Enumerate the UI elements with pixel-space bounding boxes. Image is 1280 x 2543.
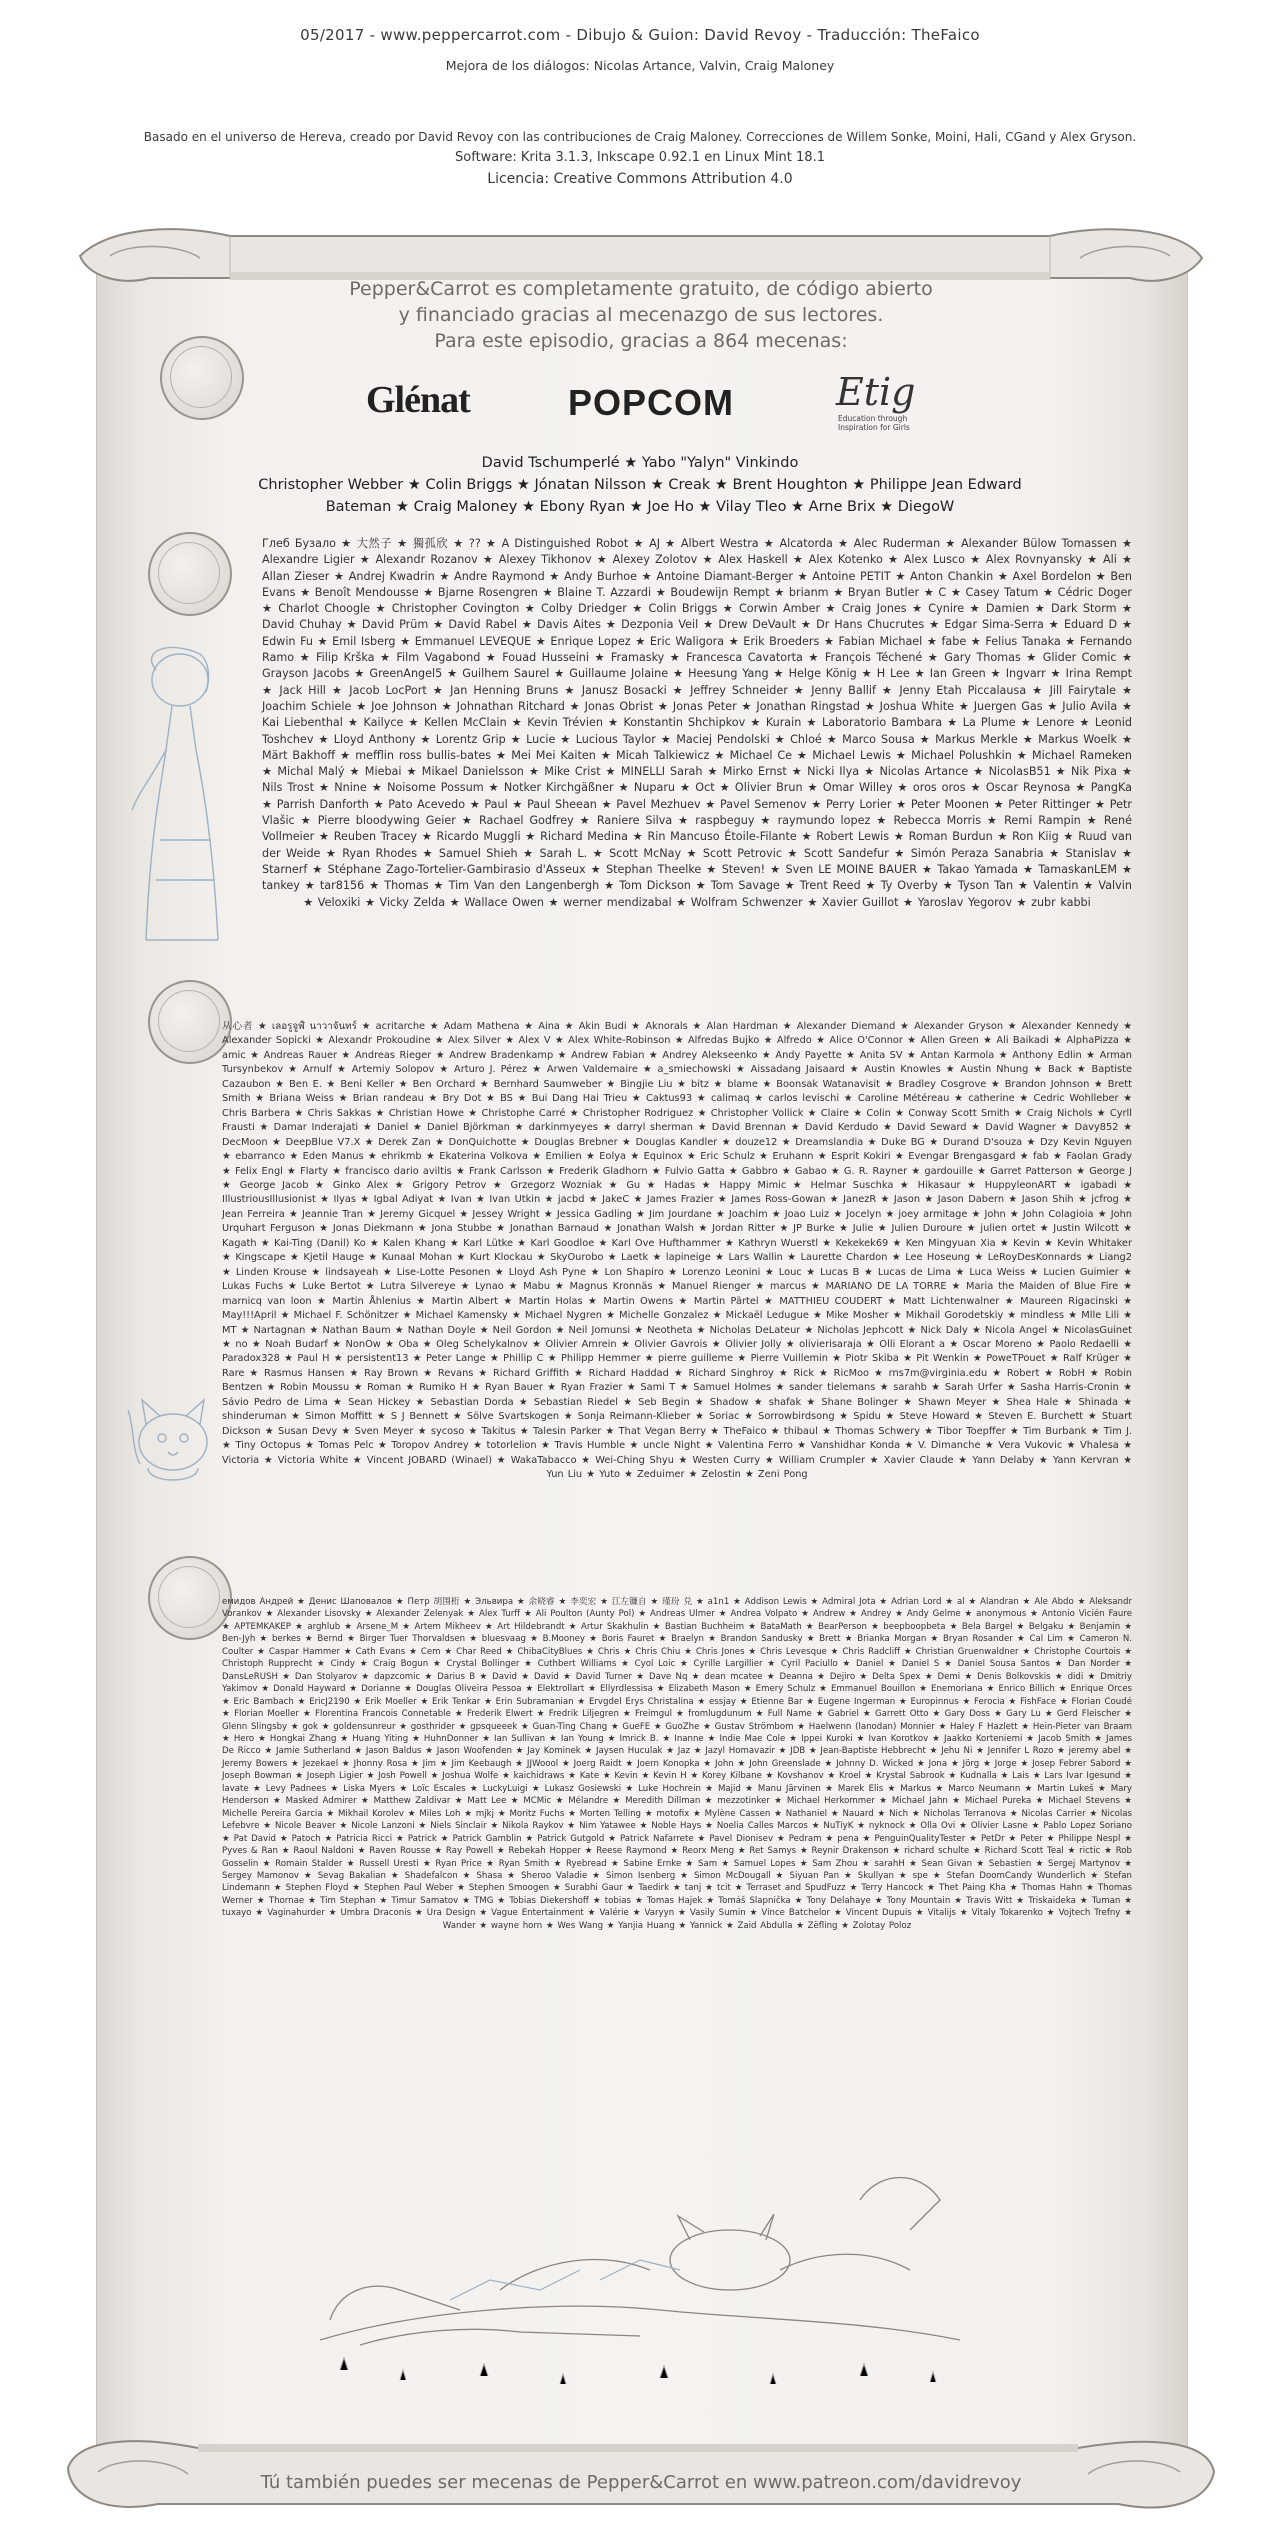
sleeping-pepper-carrot-illustration (300, 2140, 980, 2400)
tier-2-medallion-portrait (148, 532, 232, 616)
credits-line-4: Software: Krita 3.1.3, Inkscape 0.92.1 en Linux Mint 18.1 (455, 150, 825, 165)
credits-line-5: Licencia: Creative Commons Attribution 4.0 (487, 171, 793, 187)
patreon-call-to-action: Tú también puedes ser mecenas de Pepper&Carrot en www.patreon.com/davidrevoy (260, 2472, 1022, 2493)
intro-line-2: y financiado gracias al mecenazgo de sus lectores. (398, 304, 884, 326)
etig-logo (836, 370, 976, 440)
pepper-sketch-illustration (110, 640, 230, 970)
top-patrons (180, 452, 1100, 518)
tier-1-medallion-portrait (160, 336, 244, 420)
carrot-cat-sketch-illustration (118, 1380, 228, 1500)
credits-line-1: 05/2017 - www.peppercarrot.com - Dibujo & Guion: David Revoy - Traducción: TheFaico (300, 26, 980, 44)
patrons-tier-4-list: емидов Андрей ★ Денис Шаповалов ★ Петр 胡围桁 ★ Эльвира ★ 余晓睿 ★ 李奕宏 ★ 江左镰自 ★ 瑾玢 兑 ★ a1n1 ★ Addison Lewis ★ Admiral Jota ★ Adrian Lord ★ al ★ Alandran ★ Ale Abdo ★ Aleksandr Vorankov ★ Alexander Lisovsky ★ Alexander Zelenyak ★ Alex Turff ★ Ali Poulton (Aunty Pol) ★ Andreas Ulmer ★ Andrea Volpato ★ Andrew ★ Andrey ★ Andy Gelme ★ anonymous ★ Antonio Vicién Faure ★ APTEMKAKEP ★ arghlub ★ Arsene_M ★ Artem Mikheev ★ Art Hildebrandt ★ Artur Skakhulin ★ Bastian Buchheim ★ BataMath ★ BearPerson ★ beepboopbeta ★ Bela Bargel ★ Belgaku ★ Benjamin ★ Ben-Jyh ★ berkes ★ Bernd ★ Birger Tuer Thorvaldsen ★ bluesvaag ★ B.Mooney ★ Boris Fauret ★ Braelyn ★ Brandon Sandusky ★ Brett ★ Brianka Morgan ★ Bryan Rosander ★ Cal Lim ★ Cameron N. Coulter ★ Caspar Hammer ★ Cath Evans ★ Cem ★ Char Reed ★ ChibaCityBlues ★ Chris ★ Chris Chiu ★ Chris Jones ★ Chris Levesque ★ Chris Radcliff ★ Christian Gruenwaldner ★ Christophe Courtois ★ Christoph Rupprecht ★ Cindy ★ Craig Bogun ★ Crystal Bollinger ★ Cuthbert Williams ★ Cyol Loic ★ Cyrille Largillier ★ Cyril Paciullo ★ Daniel ★ Daniel S ★ Daniel Sousa Santos ★ Dan Norder ★ DansLeRUSH ★ Dan Stolyarov ★ dapzcomic ★ Darius B ★ David ★ David ★ David Turner ★ Dave Nq ★ dean mcatee ★ Deanna ★ Dejiro ★ Delta Spex ★ Demi ★ Denis Bolkovskis ★ didi ★ Dmitriy Yakimov ★ Donald Hayward ★ Dorianne ★ Douglas Oliveira Pessoa ★ Elektrollart ★ Ellyrdlessisa ★ Elizabeth Mason ★ Emery Schulz ★ Emmanuel Bouillon ★ Enemoriana ★ Enrico Billich ★ Enrique Orces ★ Eric Bambach ★ EricJ2190 ★ Erik Moeller ★ Erik Tenkar ★ Erin Subramanian ★ Ervgdel Erys Christalina ★ essjay ★ Etienne Bar ★ Eugene Ingerman ★ Europinnus ★ Ferocia ★ FishFace ★ Florian Coudé ★ Florian Moeller ★ Florentina Francois Connetable ★ Frederik Elwert ★ Fredrik Liljegren ★ Freimgul ★ fromlugdunum ★ Full Name ★ Gabriel ★ Garrett Otto ★ Gary Doss ★ Gary Lu ★ Gerd Fleischer ★ Glenn Slingsby ★ gok ★ goldensunreur ★ gosthrider ★ gpsqueeek ★ Guan-Ting Chang ★ GueFE ★ GuoZhe ★ Gustav Strömbom ★ Haelwenn (lanodan) Monnier ★ Haley F Hazlett ★ Hein-Pieter van Braam ★ Hero ★ Hongkai Zhang ★ Huang Yiting ★ HuhnDonner ★ Ian Sullivan ★ Ian Young ★ Imrick B. ★ Inanne ★ Indie Mae Cole ★ Ippei Kuroki ★ Ivan Korotkov ★ Jaakko Korteniemi ★ Jacob Smith ★ James De Ricco ★ Jamie Sutherland ★ Jason Baldus ★ Jason Woofenden ★ Jay Kominek ★ Jaysen Huculak ★ Jaz ★ Jazyl Homavazir ★ JDB ★ Jean-Baptiste Hebbrecht ★ Jehu Ni ★ Jennifer L Rozo ★ jeremy abel ★ Jeremy Bowers ★ Jezekael ★ Jhonny Rosa ★ Jim ★ Jim Keebaugh ★ JJWoool ★ Joerg Raidt ★ Joern Konopka ★ John ★ John Greenslade ★ Johnny D. Wicked ★ Jona ★ Jörg ★ Jorge ★ Josep Febrer Sabord ★ Joseph Bowman ★ Joseph Ligier ★ Josh Powell ★ Joshua Wolfe ★ kaichidraws ★ Kate ★ Kevin ★ Kevin H ★ Korey Kilbane ★ Kovshanov ★ Kroel ★ Krystal Sabrook ★ Kudnalla ★ Lais ★ Lars Ivar Igesund ★ lavate ★ Levy Padnees ★ Liska Myers ★ Loïc Escales ★ LuckyLuigi ★ Lukasz Gosiewski ★ Luke Hochrein ★ Majid ★ Manu Järvinen ★ Marek Elis ★ Markus ★ Marco Neumann ★ Martin Lukeš ★ Mary Henderson ★ Masked Admirer ★ Matthew Zaldivar ★ Matt Lee ★ MCMic ★ Mélandre ★ Meredith Dillman ★ mezzotinker ★ Michael Herkommer ★ Michael Jahn ★ Michael Pureka ★ Michael Stevens ★ Michelle Pereira Garcia ★ Mikhail Korolev ★ Miles Loh ★ mjkj ★ Moritz Fuchs ★ Morten Telling ★ motofix ★ Mylène Cassen ★ Nathaniel ★ Nauard ★ Nich ★ Nicholas Terranova ★ Nicolas Carrier ★ Nicolas Lefebvre ★ Nicole Beaver ★ Nicole Lanzoni ★ Niels Sinclair ★ Nikola Raykov ★ Nim Yatawee ★ Noble Hays ★ Noelia Calles Marcos ★ NuTiyK ★ nyknock ★ Olla Ovi ★ Olivier Lasne ★ Pablo Lopez Soriano ★ Pat David ★ Patoch ★ Patricia Ricci ★ Patrick ★ Patrick Gamblin ★ Patrick Gutgold ★ Patrick Nafarrete ★ Pavel Dionisev ★ Pedram ★ pena ★ PenguinQualityTester ★ PetDr ★ Peter ★ Philippe Nespl ★ Pyves & Ran ★ Raoul Naldoni ★ Raven Rousse ★ Ray Powell ★ Rebekah Hopper ★ Reese Raymond ★ Reorx Meng ★ Ret Samys ★ Reynir Drakenson ★ richard schulte ★ Richard Scott Teal ★ rictic ★ Rob Gosselin ★ Romain Stalder ★ Russell Uresti ★ Ryan Price ★ Ryan Smith ★ Ryebread ★ Sabine Ernke ★ Sam ★ Samuel Lopes ★ Sam Zhou ★ sarahH ★ Sean Givan ★ Sebastien ★ Sergej Martynov ★ Sergey Mamonov ★ Sevag Bakalian ★ Shadefalcon ★ Shasa ★ Sheroo Valadie ★ Simon Isenberg ★ Simon McDougall ★ Siyuan Pan ★ Skullyan ★ spe ★ Stefan DoomCandy Wunderlich ★ Stefan Lindemann ★ Stephen Floyd ★ Stephen Paul Weber ★ Stephen Smoogen ★ Surabhi Gaur ★ Taedirk ★ tanj ★ tcit ★ Terraset and SpudFuzz ★ Terry Hancock ★ Thet Paing Kha ★ Thomas Hahn ★ Thomas Werner ★ Thornae ★ Tim Stephan ★ Timur Samatov ★ TMG ★ Tobias Diekershoff ★ tobias ★ Tomas Hajek ★ Tomáš Slapnička ★ Tony Delahaye ★ Tony Mountain ★ Travis Witt ★ Triskaideka ★ Tuman ★ tuxayo ★ Vaginahurder ★ Umbra Draconis ★ Ura Design ★ Vague Entertainment ★ Valérie ★ Varyyn ★ Vasily Sumin ★ Vince Batchelor ★ Vincent Dupuis ★ Vitalijs ★ Vitaly Tokarenko ★ Vojtech Trefny ★ Wander ★ wayne horn ★ Wes Wang ★ Yanjia Huang ★ Yannick ★ Zaid Abdulla ★ Zëfling ★ Zolotay Poloz (222, 1597, 1132, 1931)
glenat-logo: Glénat (366, 379, 470, 421)
top-patrons-line-3: Bateman ★ Craig Maloney ★ Ebony Ryan ★ Joe Ho ★ Vilay Tleo ★ Arne Brix ★ DiegoW (325, 499, 955, 515)
etig-tagline: Education through Inspiration for Girls (838, 414, 910, 432)
patrons-tier-3-list: 从心者 ★ เลอรูจูฬ์ นาวาจันทร์ ★ acritarche ★ Adam Mathena ★ Aina ★ Akin Budi ★ Aknorals ★ Alan Hardman ★ Alexander Diemand ★ Alexander Gryson ★ Alexander Kennedy ★ Alexander Sopicki ★ Alexandr Prokoudine ★ Alex Silver ★ Alex V ★ Alex White-Robinson ★ Alfredas Bujko ★ Alfredo ★ Alice O'Connor ★ Allen Green ★ Ali Baikadi ★ AlphaPizza ★ amic ★ Andreas Rauer ★ Andreas Rieger ★ Andrew Bradenkamp ★ Andrew Fabian ★ Andrey Alekseenko ★ Andy Payette ★ Anita SV ★ Antan Karmola ★ Anthony Edlin ★ Arman Tursynbekov ★ Arnulf ★ Artemiy Solopov ★ Arturo J. Pérez ★ Arwen Valdemaire ★ a_smiechowski ★ Aissadang Jaisaard ★ Austin Knowles ★ Austin Nhung ★ Back ★ Baptiste Cazaubon ★ Ben E. ★ Beni Keller ★ Ben Orchard ★ Bernhard Saumweber ★ Bingjie Liu ★ bitz ★ blame ★ Boonsak Watanavisit ★ Bradley Cosgrove ★ Brandon Johnson ★ Brett Smith ★ Briana Weiss ★ Brian randeau ★ Bry Dot ★ BS ★ Bui Dang Hai Trieu ★ Caktus93 ★ calimaq ★ carlos levischi ★ Caroline Météreau ★ catherine ★ Cedric Wohlleber ★ Chris Barbera ★ Chris Sakkas ★ Christian Howe ★ Christophe Carré ★ Christopher Rodriguez ★ Christopher Vollick ★ Claire ★ Colin ★ Conway Scott Smith ★ Craig Nichols ★ Cyrll Frausti ★ Damar Inderajati ★ Daniel ★ Daniel Björkman ★ darkinmyeyes ★ darryl sherman ★ David Brennan ★ David Kerdudo ★ David Seward ★ David Wagner ★ Davy852 ★ DecMoon ★ DeepBlue V7.X ★ Derek Zan ★ DonQuichotte ★ Douglas Brebner ★ Douglas Kandler ★ douze12 ★ Dreamslandia ★ Duke BG ★ Durand D'souza ★ Dzy Kevin Nguyen ★ ebarranco ★ Eden Manus ★ ehrikmb ★ Ekaterina Volkova ★ Emilien ★ Eolya ★ Equinox ★ Eric Schulz ★ Eruhann ★ Esprit Kokiri ★ Evengar Brengasgard ★ fab ★ Faolan Grady ★ Felix Engl ★ Flarty ★ francisco dario aviltis ★ Frank Carlsson ★ Frederik Gladhorn ★ Fulvio Gatta ★ Gabbro ★ Gabao ★ G. R. Rayner ★ gardouille ★ Garret Patterson ★ George J ★ George Jacob ★ Ginko Alex ★ Grigory Petrov ★ Grzegorz Wozniak ★ Gu ★ Hadas ★ Happy Mimic ★ Helmar Suschka ★ Hikasaur ★ HuppyleonART ★ igabadi ★ IllustriousIllusionist ★ Ilyas ★ Igbal Adiyat ★ Ivan ★ Ivan Utkin ★ jacbd ★ JakeC ★ James Frazier ★ James Ross-Gowan ★ JanezR ★ Jason ★ Jason Dabern ★ Jason Shih ★ jcfrog ★ Jean Ferreira ★ Jeannie Tran ★ Jeremy Gicquel ★ Jessey Wright ★ Jessica Gadling ★ Jim Jourdane ★ Joachim ★ Joao Luiz ★ Jocelyn ★ joey armitage ★ John ★ John Colagioia ★ John Urquhart Ferguson ★ Jonas Diekmann ★ Jona Stubbe ★ Jonathan Barnaud ★ Jonathan Walsh ★ Jordan Ritter ★ JP Burke ★ Julie ★ Julien Duroure ★ julien ortet ★ Justin Wilcott ★ Kagath ★ Kai-Ting (Danil) Ko ★ Kalen Khang ★ Karl Lütke ★ Karl Goodloe ★ Karl Ove Hufthammer ★ Kathryn Wuerstl ★ Kekekek69 ★ Ken Mingyuan Xia ★ Kevin ★ Kevin Whitaker ★ Kingscape ★ Kjetil Hauge ★ Kunaal Mohan ★ Kurt Klockau ★ SkyOurobo ★ Laetk ★ lapineige ★ Lars Wallin ★ Laurette Chardon ★ Lee Hoseung ★ LeRoyDesKonnards ★ Liang2 ★ Linden Krouse ★ lindsayeah ★ Lise-Lotte Pesonen ★ Lloyd Ash Pyne ★ Lon Shapiro ★ Lorenzo Leonini ★ Louc ★ Lucas B ★ Lucas de Lima ★ Luca Weiss ★ Lucien Guimier ★ Lukas Fuchs ★ Luke Bertot ★ Lutra Silvereye ★ Lynao ★ Mabu ★ Magnus Kronnäs ★ Manuel Rienger ★ marcus ★ MARIANO DE LA TORRE ★ Maria the Maiden of Blue Fire ★ marnicq van loon ★ Martin Åhlenius ★ Martin Albert ★ Martin Holas ★ Martin Owens ★ Martin Pärtel ★ MATTHIEU COUDERT ★ Matt Lichtenwalner ★ Maureen Rigacinski ★ May!!!April ★ Michael F. Schönitzer ★ Michael Kamensky ★ Michael Nygren ★ Michelle Gonzalez ★ Mickaël Ledugue ★ Mike Mosher ★ Mikhail Gorodetskiy ★ mindless ★ Mlle Lili ★ MT ★ Nartagnan ★ Nathan Baum ★ Nathan Doyle ★ Neil Gordon ★ Neil Jomunsi ★ Neotheta ★ Nicholas DeLateur ★ Nicholas Jephcott ★ Nick Daly ★ Nicola Angel ★ NicolasGuinet ★ no ★ Noah Budarf ★ NonOw ★ Oba ★ Oleg Schelykalnov ★ Olivier Amrein ★ Olivier Gavrois ★ Olivier Jolly ★ olivierisaraja ★ Olli Elorant a ★ Oscar Moreno ★ Paolo Redaelli ★ Paradox328 ★ Paul H ★ persistent13 ★ Peter Lange ★ Phillip C ★ Philipp Hemmer ★ pierre guilleme ★ Pierre Vuillemin ★ Piotr Skiba ★ Pit Wenkin ★ PoweTPouet ★ Ralf Krüger ★ Rare ★ Rasmus Hansen ★ Ray Brown ★ Revans ★ Richard Griffith ★ Richard Haddad ★ Richard Singhroy ★ Rick ★ RicMoo ★ rns7m@virginia.edu ★ Robert ★ RobH ★ Robin Bentzen ★ Robin Moussu ★ Roman ★ Rumiko H ★ Ryan Bauer ★ Ryan Frazier ★ Sami T ★ Samuel Holmes ★ sander tielemans ★ sarahb ★ Sarah Urfer ★ Sasha Harris-Cronin ★ Sávio Pedro de Lima ★ Sean Hickey ★ Sebastian Dorda ★ Sebastian Riedel ★ Seb Begin ★ Shadow ★ shafak ★ Shane Bolinger ★ Shawn Meyer ★ Shea Hale ★ Shinada ★ shinderuman ★ Simon Moffitt ★ S J Bennett ★ Sölve Svartskogen ★ Sonja Reimann-Klieber ★ Soriac ★ Sorrowbirdsong ★ Spidu ★ Steve Howard ★ Steven E. Burchett ★ Stuart Dickson ★ Susan Devy ★ Sven Meyer ★ sycoso ★ Takitus ★ Talesin Parker ★ That Vegan Berry ★ TheFaico ★ thibaul ★ Thomas Schwery ★ Tibor Toepffer ★ Tim Burbank ★ Tim J. ★ Tiny Octopus ★ Tomas Pelc ★ Toropov Andrey ★ totorlelion ★ Travis Humble ★ uncle Night ★ Valentina Ferro ★ Vanshidhar Konda ★ V. Dimanche ★ Vera Vukovic ★ Vhalesa ★ Victoria ★ Victoria White ★ Vincent JOBARD (Winael) ★ WakaTabacco ★ Wei-Ching Shyu ★ Westen Curry ★ William Crumpler ★ Xavier Claude ★ Yann Delaby ★ Yann Kervran ★ Yun Liu ★ Yuto ★ Zeduimer ★ Zelostin ★ Zeni Pong (222, 1021, 1132, 1481)
intro-line-3: Para este episodio, gracias a 864 mecenas: (434, 330, 848, 352)
sponsor-logos (96, 372, 1186, 432)
credits-line-3: Basado en el universo de Hereva, creado por David Revoy con las contribuciones de Craig Maloney. Correcciones de Willem Sonke, Moini, Hali, CGand y Alex Gryson. (143, 130, 1137, 144)
intro-line-1: Pepper&Carrot es completamente gratuito, de código abierto (349, 278, 933, 300)
etig-logo-mark: Etig (836, 370, 916, 414)
tier-4-medallion-portrait (148, 1556, 232, 1640)
patrons-tier-2-list: Глеб Бузало ★ 大然子 ★ 獨孤欣 ★ ?? ★ A Distinguished Robot ★ AJ ★ Albert Westra ★ Alcatorda ★ Alec Ruderman ★ Alexander Bülow Tomassen ★ Alexandre Ligier ★ Alexandr Rozanov ★ Alexey Tikhonov ★ Alexey Zolotov ★ Alex Haskell ★ Alex Kotenko ★ Alex Lusco ★ Alex Rovnyansky ★ Ali ★ Allan Zieser ★ Andrej Kwadrin ★ Andre Raymond ★ Andy Burhoe ★ Antoine Diamant-Berger ★ Antoine PETIT ★ Anton Chankin ★ Axel Bordelon ★ Ben Evans ★ Benoît Mendousse ★ Bjarne Rosengren ★ Blaine T. Azzardi ★ Boudewijn Rempt ★ brianm ★ Bryan Butler ★ C ★ Casey Tatum ★ Cédric Doger ★ Charlot Choogle ★ Christopher Covington ★ Colby Driedger ★ Colin Briggs ★ Corwin Amber ★ Craig Jones ★ Cynire ★ Damien ★ Dark Storm ★ David Chuhay ★ David Prüm ★ David Rabel ★ Davis Aites ★ Dezponia Veil ★ Drew DeVault ★ Dr Hans Chucrutes ★ Edgar Sima-Serra ★ Eduard D ★ Edwin Fu ★ Emil Isberg ★ Emmanuel LEVEQUE ★ Enrique Lopez ★ Eric Waligora ★ Erik Broeders ★ Fabian Michael ★ fabe ★ Felius Tanaka ★ Fernando Ramo ★ Filip Krška ★ Film Vagabond ★ Fouad Husseini ★ Framasky ★ Francesca Cavatorta ★ François Téchené ★ Gary Thomas ★ Glider Comic ★ Grayson Jacobs ★ GreenAngel5 ★ Guilhem Saurel ★ Guillaume Jolaine ★ Heesung Yang ★ Helge König ★ H Lee ★ Ian Green ★ Ingvarr ★ Irina Rempt ★ Jack Hill ★ Jacob LocPort ★ Jan Henning Bruns ★ Janusz Bosacki ★ Jeffrey Schneider ★ Jenny Ballif ★ Jenny Etah Piccalausa ★ Jill Fairytale ★ Joachim Schiele ★ Joe Johnson ★ Johnathan Ritchard ★ Jonas Obrist ★ Jonas Peter ★ Jonathan Ringstad ★ Joshua White ★ Juergen Gas ★ Julio Avila ★ Kai Liebenthal ★ Kailyce ★ Kellen McClain ★ Kevin Trévien ★ Konstantin Shchipkov ★ Kurain ★ Laboratorio Bambara ★ La Plume ★ Lenore ★ Leonid Toshchev ★ Lloyd Anthony ★ Lorentz Grip ★ Lucie ★ Lucious Taylor ★ Maciej Pendolski ★ Chloé ★ Marco Sousa ★ Markus Merkle ★ Markus Woelk ★ Märt Bakhoff ★ mefflin ross bullis-bates ★ Mei Mei Kaiten ★ Micah Talkiewicz ★ Michael Ce ★ Michael Lewis ★ Michael Polushkin ★ Michael Rameken ★ Michal Malý ★ Miebai ★ Mikael Danielsson ★ Mike Crist ★ MINELLI Sarah ★ Mirko Ernst ★ Nicki Ilya ★ Nicolas Artance ★ NicolasB51 ★ Nik Pixa ★ Nils Trost ★ Nnine ★ Noisome Possum ★ Notker Kirchgäßner ★ Nuparu ★ Oct ★ Olivier Brun ★ Omar Willey ★ oros oros ★ Oscar Reynosa ★ PangKa ★ Parrish Danforth ★ Pato Acevedo ★ Paul ★ Paul Sheean ★ Pavel Mezhuev ★ Pavel Semenov ★ Perry Lorier ★ Peter Moonen ★ Peter Rittinger ★ Petr Vlašic ★ Pierre bloodywing Geier ★ Rachael Godfrey ★ Raniere Silva ★ raspbeguy ★ raymundo lopez ★ Rebecca Morris ★ Remi Rampin ★ René Vollmeier ★ Reuben Tracey ★ Ricardo Muggli ★ Richard Medina ★ Rin Mancuso Étoile-Filante ★ Robert Lewis ★ Roman Burdun ★ Ron Kiig ★ Ruud van der Weide ★ Ryan Rhodes ★ Samuel Shieh ★ Sarah L. ★ Scott McNay ★ Scott Petrovic ★ Scott Sandefur ★ Simón Peraza Sanabria ★ Stanislav ★ Starnerf ★ Stéphane Zago-Tortelier-Gambirasio d'Asseux ★ Stephan Theelke ★ Steven! ★ Sven LE MOINE BAUER ★ Takao Yamada ★ TamaskanLEM ★ tankey ★ tar8156 ★ Thomas ★ Tim Van den Langenbergh ★ Tom Dickson ★ Tom Savage ★ Trent Reed ★ Ty Overby ★ Tyson Tan ★ Valentin ★ Valvin ★ Veloxiki ★ Vicky Zelda ★ Wallace Owen ★ werner mendizabal ★ Wolfram Schwenzer ★ Xavier Guillot ★ Yaroslav Yegorov ★ zubr kabbi (262, 537, 1132, 909)
popcom-logo: POPCOM (568, 382, 735, 423)
credits-line-2: Mejora de los diálogos: Nicolas Artance, Valvin, Craig Maloney (445, 58, 835, 73)
tier-3-medallion-portrait (148, 980, 232, 1064)
intro-text (96, 276, 1186, 354)
top-patrons-line-1: David Tschumperlé ★ Yabo "Yalyn" Vinkindo (481, 455, 799, 471)
top-patrons-line-2: Christopher Webber ★ Colin Briggs ★ Jónatan Nilsson ★ Creak ★ Brent Houghton ★ Philippe Jean Edward (258, 477, 1022, 493)
